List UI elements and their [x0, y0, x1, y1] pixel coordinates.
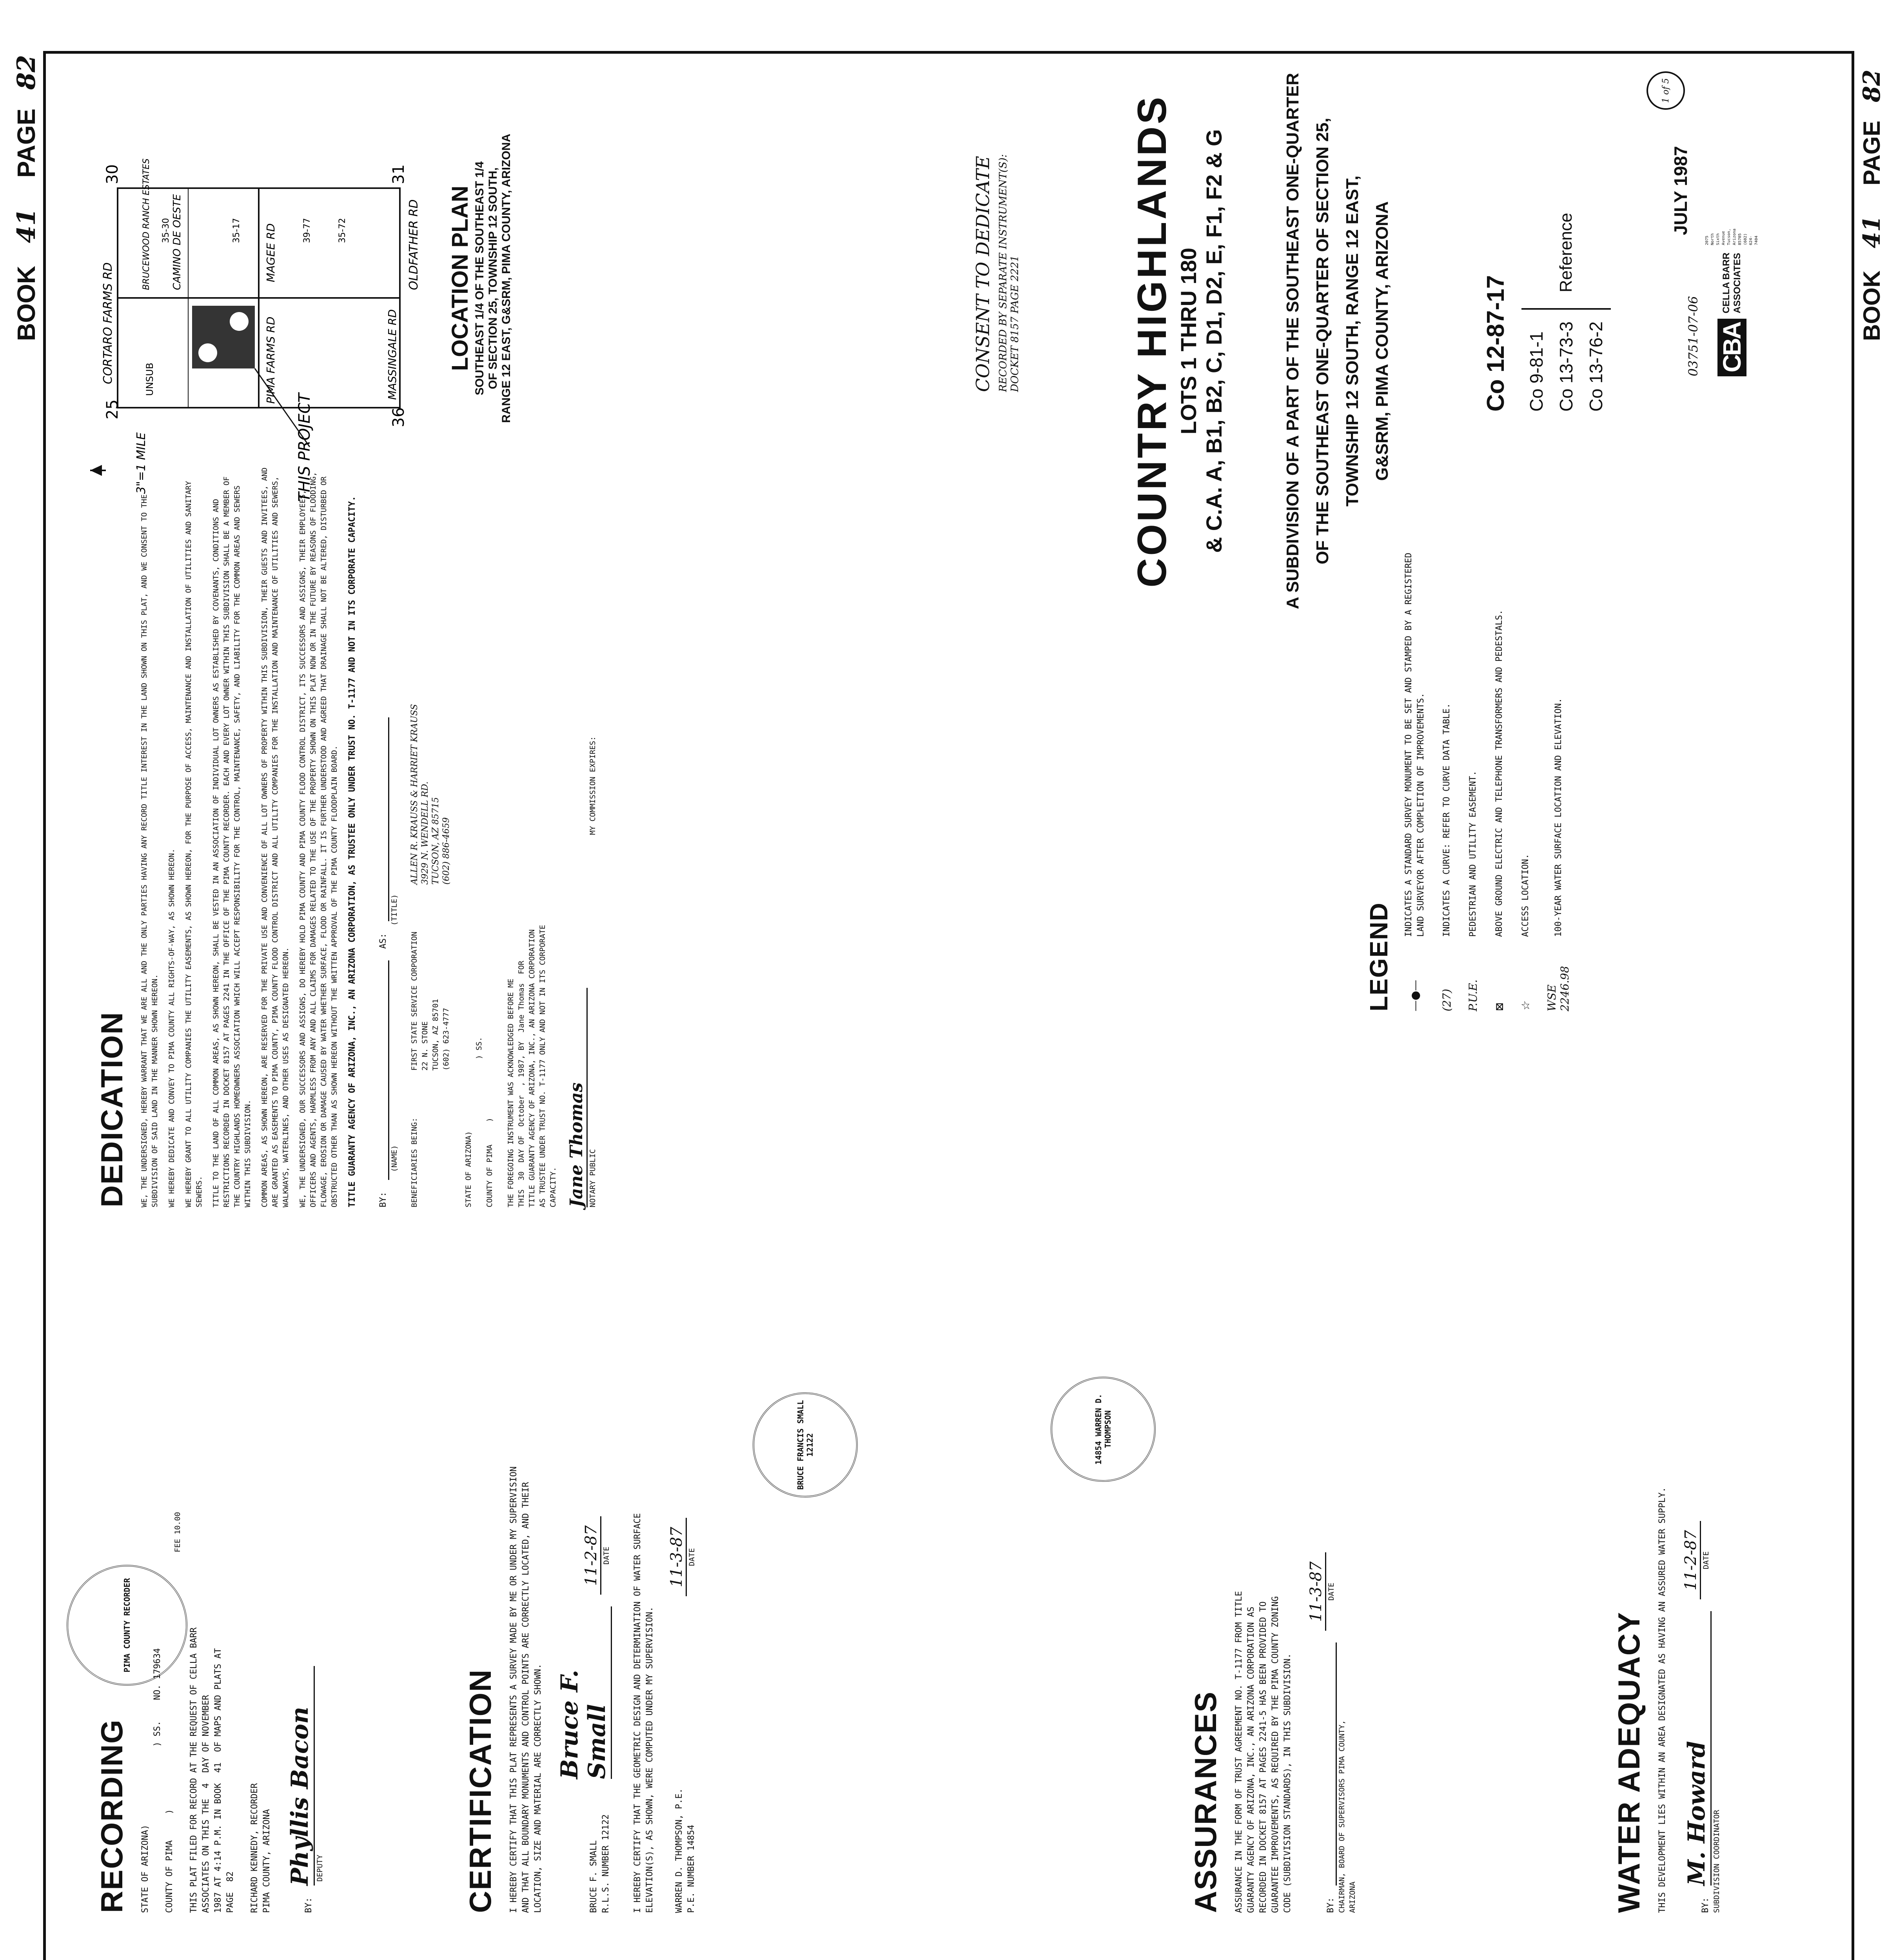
case-ref: Co 13-73-3	[1556, 321, 1576, 412]
book-number: 41	[12, 208, 41, 243]
surveyor-signature-row	[556, 1325, 612, 1913]
consent-line-2: DOCKET 8157 PAGE 2221	[1009, 255, 1021, 392]
beneficiary-1-line: (602) 623-4777	[442, 1008, 450, 1071]
sheet-number-text: 1 of 5	[1661, 78, 1671, 103]
assurances-text: ASSURANCE IN THE FORM OF TRUST AGREEMENT NO. T-1177 FROM TITLE GUARANTY AGENCY OF ARIZONA, INC., AN ARIZONA CORPORATION AS RECORDED IN DOCKET 8157 AT PAGES 2241-5 HAS BEEN PROVIDED TO GUARANTEE IMPROVEMENTS, AS REQUIRED BY THE PIMA COUNTY ZONING CODE (SUBDIVISION STANDARDS), IN THIS SUBDIVISION.	[1234, 1591, 1293, 1913]
scale-label: 3"=1 MILE	[134, 432, 148, 494]
case-main: Co 12-87-17	[1482, 275, 1509, 412]
unsub-label: UNSUB	[144, 363, 155, 396]
certification-text-engineer: I HEREBY CERTIFY THAT THE GEOMETRIC DESIGN AND DETERMINATION OF WATER SURFACE ELEVATION(S), AS SHOWN, WERE COMPUTED UNDER MY SUPERVISION.	[633, 1513, 655, 1913]
recording-line: ASSOCIATES ON THIS THE 4 DAY OF NOVEMBER	[201, 1695, 211, 1913]
water-date: 11-2-87	[1682, 1521, 1701, 1599]
assurances-by-label: BY:	[1326, 1897, 1336, 1913]
parcel-label: 35-17	[232, 218, 241, 243]
commission-label: MY COMMISSION EXPIRES:	[588, 736, 597, 835]
location-plan-title: LOCATION PLAN	[447, 185, 473, 371]
brucewood-label: BRUCEWOOD RANCH ESTATES	[142, 158, 151, 290]
cortaro-farms-road-label: CORTARO FARMS RD	[101, 262, 115, 384]
engineer-registration: P.E. NUMBER 14854	[686, 1824, 696, 1913]
recorder-seal: PIMA COUNTY RECORDER	[67, 1565, 187, 1686]
acknowledgement-line: STATE OF ARIZONA)	[464, 1131, 473, 1207]
acknowledgement-line: AS TRUSTEE UNDER TRUST NO. T-1177 ONLY AND NOT IN ITS CORPORATE	[538, 925, 547, 1207]
dedication-paragraph: TITLE TO THE LAND OF ALL COMMON AREAS, AS SHOWN HEREON, SHALL BE VESTED IN AN ASSOCIATION OF INDIVIDUAL LOT OWNERS AS ESTABLISHED BY COVENANTS, CONDITIONS AND RESTRICTIONS RECORDED IN DOCKET 8157 AT PAGES 2241 IN THE OFFICE OF THE PIMA COUNTY RECORDER. EACH AND EVERY LOT OWNER WITHIN THIS SUBDIVISION SHALL BE A MEMBER OF THE COUNTRY HIGHLANDS HOMEOWNERS ASSOCIATION WHICH WILL ACCEPT RESPONSIBILITY FOR THE CONTROL, MAINTENANCE, SAFETY, AND LIABILITY FOR THE COMMON AREAS AND SEWERS WITHIN THIS SUBDIVISION.	[212, 476, 252, 1207]
acknowledgement-line: COUNTY OF PIMA )	[485, 1118, 494, 1207]
dedication-paragraph: WE HEREBY GRANT TO ALL UTILITY COMPANIES THE UTILITY EASEMENTS, AS SHOWN HEREON, FOR THE PURPOSE OF ACCESS, MAINTENANCE AND INSTALLATION OF UTILITIES AND SANITARY SEWERS.	[184, 481, 203, 1207]
water-signature-row	[1682, 1364, 1712, 1913]
acknowledgement-line: THIS 30 DAY OF October , 1987, BY Jane Thomas FOR	[517, 960, 526, 1207]
engineer-date: 11-3-87	[668, 1518, 687, 1596]
surveyor-date-label: DATE	[602, 1546, 611, 1565]
case-numbers	[1482, 98, 1611, 412]
assurances-caption: CHAIRMAN, BOARD OF SUPERVISORS PIMA COUNTY, ARIZONA	[1338, 1720, 1357, 1913]
parcel-label: 35-72	[338, 218, 347, 243]
recording-line: ) SS. NO. 179634	[152, 1648, 162, 1913]
legend-text: PEDESTRIAN AND UTILITY EASEMENT.	[1468, 771, 1478, 937]
job-number: 03751-07-06	[1686, 296, 1701, 376]
legend-text: ABOVE GROUND ELECTRIC AND TELEPHONE TRANSFORMERS AND PEDESTALS.	[1494, 610, 1504, 937]
firm-name: CELLA BARR ASSOCIATES	[1721, 252, 1743, 314]
oldfather-road-label: OLDFATHER RD	[407, 199, 421, 290]
location-plan-subtitle-2: OF SECTION 25, TOWNSHIP 12 SOUTH,	[487, 167, 499, 389]
legend	[1364, 423, 1585, 1011]
beneficiary-2-line: TUCSON, AZ 85715	[431, 797, 441, 885]
engineer-seal: 14854 WARREN D. THOMPSON	[1051, 1377, 1156, 1482]
legend-item	[1440, 423, 1453, 1011]
dedication-name-label: (NAME)	[390, 1145, 399, 1172]
surveyor-registration: R.L.S. NUMBER 12122	[601, 1814, 611, 1913]
page-number: 82	[12, 54, 41, 90]
recording-fee: FEE 10.00	[173, 1512, 182, 1552]
beneficiary-1-line: TUCSON, AZ 85701	[431, 999, 440, 1071]
certification	[463, 1325, 697, 1913]
pima-farms-road-label: PIMA FARMS RD	[264, 316, 277, 404]
acknowledgement-line: TITLE GUARANTY AGENCY OF ARIZONA, INC., AN ARIZONA CORPORATION	[528, 929, 536, 1207]
consent-to-dedicate	[972, 78, 1021, 392]
location-plan-caption	[447, 102, 513, 455]
project-name: COUNTRY HIGHLANDS	[1129, 94, 1175, 588]
recording-signature-row	[286, 1364, 315, 1913]
acknowledgement-line: CAPACITY.	[549, 1167, 557, 1207]
reference-label: Reference	[1556, 212, 1576, 292]
corner-label-36: 36	[390, 407, 408, 427]
massingale-road-label: MASSINGALE RD	[386, 309, 399, 400]
legend-item	[1545, 423, 1571, 1011]
water-adequacy-title: WATER ADEQUACY	[1612, 1612, 1646, 1913]
legend-symbol-icon: WSE 2246.98	[1545, 966, 1571, 1011]
legend-text: INDICATES A STANDARD SURVEY MONUMENT TO BE SET AND STAMPED BY A REGISTERED LAND SURVEYOR AFTER COMPLETION OF IMPROVEMENTS.	[1404, 552, 1426, 937]
engineer-date-label: DATE	[688, 1548, 696, 1566]
dedication-paragraph: COMMON AREAS, AS SHOWN HEREON, ARE RESERVED FOR THE PRIVATE USE AND CONVENIENCE OF ALL LOT OWNERS OF PROPERTY WITHIN THIS SUBDIVISION, THEIR GUESTS AND INVITEES, AND ARE GRANTED AS EASEMENTS TO PIMA COUNTY, PIMA COUNTY FLOOD CONTROL DISTRICT AND ALL UTILITY COMPANIES FOR THE INSTALLATION AND MAINTENANCE OF UTILITIES AND SEWERS, WALKWAYS, WATERLINES, AND OTHER USES AS DESIGNATED HEREON.	[260, 467, 290, 1207]
recording-deputy-label: DEPUTY	[316, 1855, 324, 1882]
acknowledgement-line: ) SS.	[475, 1037, 483, 1207]
firm-address: 2075 North Sixth Avenue Tucson, Arizona 85705 (602) 624-7404	[1705, 229, 1759, 245]
water-date-label: DATE	[1702, 1551, 1710, 1570]
beneficiary-1-line: 22 N. STONE	[421, 1021, 429, 1071]
recording-signature: Phyllis Bacon	[286, 1666, 315, 1886]
assurances-date: 11-3-87	[1307, 1552, 1326, 1631]
recording-line: COUNTY OF PIMA )	[165, 1809, 174, 1913]
surveyor-date: 11-2-87	[582, 1516, 601, 1595]
surveyor-seal: BRUCE FRANCIS SMALL 12122	[753, 1392, 858, 1497]
beneficiary-2-line: 3929 N. WENDELL RD.	[420, 781, 430, 885]
dedication-as-label: AS:	[378, 933, 388, 949]
recording-line: 1987 AT 4:14 P.M. IN BOOK 41 OF MAPS AND PLATS AT	[213, 1648, 223, 1913]
firm-logo-icon: CBA	[1717, 319, 1746, 376]
legend-text: ACCESS LOCATION.	[1521, 854, 1530, 937]
certification-title: CERTIFICATION	[463, 1669, 497, 1913]
legend-symbol-icon: ⊠	[1493, 1002, 1506, 1011]
dedication-title-label: (TITLE)	[390, 894, 399, 926]
location-plan-subtitle-1: SOUTHEAST 1/4 OF THE SOUTHEAST 1/4	[473, 161, 486, 396]
water-adequacy	[1611, 1364, 1722, 1913]
location-plan-subtitle-3: RANGE 12 EAST, G&SRM, PIMA COUNTY, ARIZONA	[500, 134, 513, 423]
location-map-svg	[90, 102, 443, 525]
recording-title: RECORDING	[94, 1719, 129, 1913]
recording-line: RICHARD KENNEDY, RECORDER	[250, 1783, 260, 1913]
acknowledgement	[463, 400, 559, 1207]
legend-title: LEGEND	[1365, 902, 1393, 1011]
certification-text-surveyor: I HEREBY CERTIFY THAT THIS PLAT REPRESENTS A SURVEY MADE BY ME OR UNDER MY SUPERVISION AND THAT ALL BOUNDARY MONUMENTS AND CONTROL POINTS ARE CORRECTLY LOCATED, AND THEIR LOCATION, SIZE AND MATERIAL ARE CORRECTLY SHOWN.	[509, 1466, 543, 1913]
project-site-mark	[230, 312, 249, 331]
book-page-header-top	[12, 55, 41, 341]
recording-line: PIMA COUNTY, ARIZONA	[262, 1809, 272, 1913]
acknowledgement-line	[495, 400, 506, 1207]
dedication-signature-line	[374, 960, 389, 1180]
notary-label: NOTARY PUBLIC	[588, 1149, 597, 1207]
parcel-label: 39-77	[302, 218, 312, 243]
beneficiary-2-line: (602) 886-4659	[441, 817, 451, 885]
project-common-areas: & C.A. A, B1, B2, C, D1, D2, E, F1, F2 & G	[1202, 129, 1226, 553]
legend-item	[1403, 423, 1427, 1011]
water-signature: M. Howard	[1683, 1611, 1712, 1886]
recording-line: PAGE 82	[225, 1871, 235, 1913]
magee-road-label: MAGEE RD	[264, 223, 277, 282]
book-page-header-bottom	[1858, 69, 1886, 341]
beneficiaries-label: BENEFICIARIES BEING:	[410, 1118, 419, 1207]
assurances	[1188, 1403, 1358, 1913]
plat-date: JULY 1987	[1670, 146, 1691, 235]
engineer-signature-row	[668, 1325, 697, 1913]
consent-title: CONSENT TO DEDICATE	[972, 156, 993, 392]
acknowledgement-line: THE FOREGOING INSTRUMENT WAS ACKNOWLEDGED BEFORE ME	[506, 978, 515, 1207]
beneficiary-1	[409, 932, 452, 1071]
project-title-block	[1129, 55, 1227, 627]
beneficiary-1-line: FIRST STATE SERVICE CORPORATION	[410, 931, 419, 1071]
sheet-number	[1647, 71, 1685, 110]
notary-signature: Jane Thomas	[566, 988, 588, 1207]
dedication-paragraph: WE, THE UNDERSIGNED, HEREBY WARRANT THAT WE ARE ALL AND THE ONLY PARTIES HAVING ANY RECORD TITLE INTEREST IN THE LAND SHOWN ON THIS PLAT, AND WE CONSENT TO THE SUBDIVISION OF SAID LAND IN THE MANNER SHOWN HEREON.	[140, 494, 159, 1207]
book-label: BOOK	[12, 266, 40, 341]
engineer-name: WARREN D. THOMPSON, P.E.	[674, 1788, 684, 1913]
location-plan-map	[90, 102, 443, 525]
dedication-paragraphs	[139, 463, 340, 1207]
dedication-as-line	[374, 718, 389, 922]
recording-by-label: BY:	[304, 1897, 314, 1913]
dedication-title: DEDICATION	[94, 1011, 129, 1207]
water-caption: SUBDIVISION COORDINATOR	[1712, 1809, 1721, 1913]
legend-symbol-icon: (27)	[1440, 989, 1453, 1011]
legend-list	[1403, 423, 1571, 1011]
surveyor-signature: Bruce F. Small	[556, 1606, 612, 1779]
legend-item	[1493, 423, 1506, 1011]
assurances-date-label: DATE	[1327, 1583, 1336, 1601]
corner-label-31: 31	[390, 164, 408, 184]
project-description	[1278, 55, 1397, 627]
parcel-label: 35-30	[161, 218, 171, 243]
water-by-label: BY:	[1701, 1897, 1710, 1913]
assurances-signature-row	[1307, 1403, 1337, 1913]
case-reference-group	[1521, 98, 1611, 412]
legend-text: INDICATES A CURVE: REFER TO CURVE DATA TABLE.	[1442, 703, 1452, 937]
firm-logo-row	[1705, 227, 1759, 376]
recording-line: THIS PLAT FILED FOR RECORD AT THE REQUEST OF CELLA BARR	[189, 1627, 199, 1913]
book-label: BOOK	[1859, 270, 1885, 341]
dedication-paragraph: WE HEREBY DEDICATE AND CONVEY TO PIMA COUNTY ALL RIGHTS-OF-WAY, AS SHOWN HEREON.	[167, 848, 176, 1207]
firm-block	[1686, 227, 1759, 376]
dedication-trustee: TITLE GUARANTY AGENCY OF ARIZONA, INC., AN ARIZONA CORPORATION, AS TRUSTEE ONLY UNDER TRUST NO. T-1177 AND NOT IN ITS CORPORATE CAPACITY.	[347, 496, 357, 1207]
water-adequacy-text: THIS DEVELOPMENT LIES WITHIN AN AREA DESIGNATED AS HAVING AN ASSURED WATER SUPPLY.	[1657, 1487, 1667, 1913]
project-description-line: G&SRM, PIMA COUNTY, ARIZONA	[1372, 201, 1392, 481]
legend-text: 100-YEAR WATER SURFACE LOCATION AND ELEVATION.	[1553, 698, 1563, 937]
legend-symbol-icon: —●—	[1408, 980, 1421, 1011]
north-arrow-icon	[90, 465, 106, 476]
dedication-paragraph: WE, THE UNDERSIGNED, OUR SUCCESSORS AND ASSIGNS, DO HEREBY HOLD PIMA COUNTY AND PIMA COUNTY FLOOD CONTROL DISTRICT, ITS SUCCESSORS AND ASSIGNS, THEIR EMPLOYEES, OFFICERS AND AGENTS, HARMLESS FROM ANY AND ALL CLAIMS FOR DAMAGES RELATED TO THE USE OF THE PROPERTY SHOWN ON THIS PLAT NOW OR IN THE FUTURE BY REASONS OF FLOODING, FLOWAGE, EROSION OR DAMAGE CAUSED BY WATER WHETHER SURFACE, FLOOD OR RAINFALL. IT IS FURTHER UNDERSTOOD AND AGREED THAT DRAINAGE SHALL NOT BE ALTERED, DISTURBED OR OBSTRUCTED OTHER THAN AS SHOWN HEREON WITHOUT THE WRITTEN APPROVAL OF THE PIMA COUNTY FLOODPLAIN BOARD.	[298, 472, 339, 1207]
corner-label-25: 25	[103, 399, 122, 419]
case-ref: Co 13-76-2	[1586, 321, 1606, 412]
corner-label-30: 30	[103, 164, 122, 184]
page-label: PAGE	[12, 108, 40, 178]
beneficiary-2	[409, 704, 452, 885]
project-description-line: A SUBDIVISION OF A PART OF THE SOUTHEAST ONE-QUARTER	[1283, 73, 1302, 610]
page-label: PAGE	[1859, 120, 1885, 186]
assurances-signature-line	[1320, 1642, 1337, 1886]
book-number: 41	[1858, 215, 1886, 249]
legend-symbol-icon: ☆	[1519, 1001, 1532, 1011]
project-description-line: TOWNSHIP 12 SOUTH, RANGE 12 EAST,	[1343, 175, 1362, 507]
this-project-label: THIS PROJECT	[296, 393, 314, 502]
project-description-line: OF THE SOUTHEAST ONE-QUARTER OF SECTION 25,	[1313, 118, 1332, 564]
case-ref: Co 9-81-1	[1526, 331, 1547, 412]
notary-row	[566, 400, 598, 1207]
consent-line-1: RECORDED BY SEPARATE INSTRUMENT(S):	[997, 154, 1009, 392]
recording-line	[236, 1364, 249, 1913]
assurances-title: ASSURANCES	[1188, 1691, 1223, 1913]
camino-de-oeste-label: CAMINO DE OESTE	[171, 194, 183, 290]
legend-item	[1519, 423, 1532, 1011]
project-site-mark	[198, 343, 217, 362]
page-number: 82	[1858, 69, 1886, 102]
surveyor-name: BRUCE F. SMALL	[589, 1840, 599, 1913]
project-lots: LOTS 1 THRU 180	[1176, 247, 1201, 435]
legend-symbol-icon: P.U.E.	[1467, 979, 1480, 1011]
legend-item	[1467, 423, 1480, 1011]
dedication-by-label: BY:	[378, 1192, 388, 1207]
beneficiary-2-line: ALLEN R. KRAUSS & HARRIET KRAUSS	[410, 704, 419, 885]
recording-line: STATE OF ARIZONA)	[140, 1824, 150, 1913]
